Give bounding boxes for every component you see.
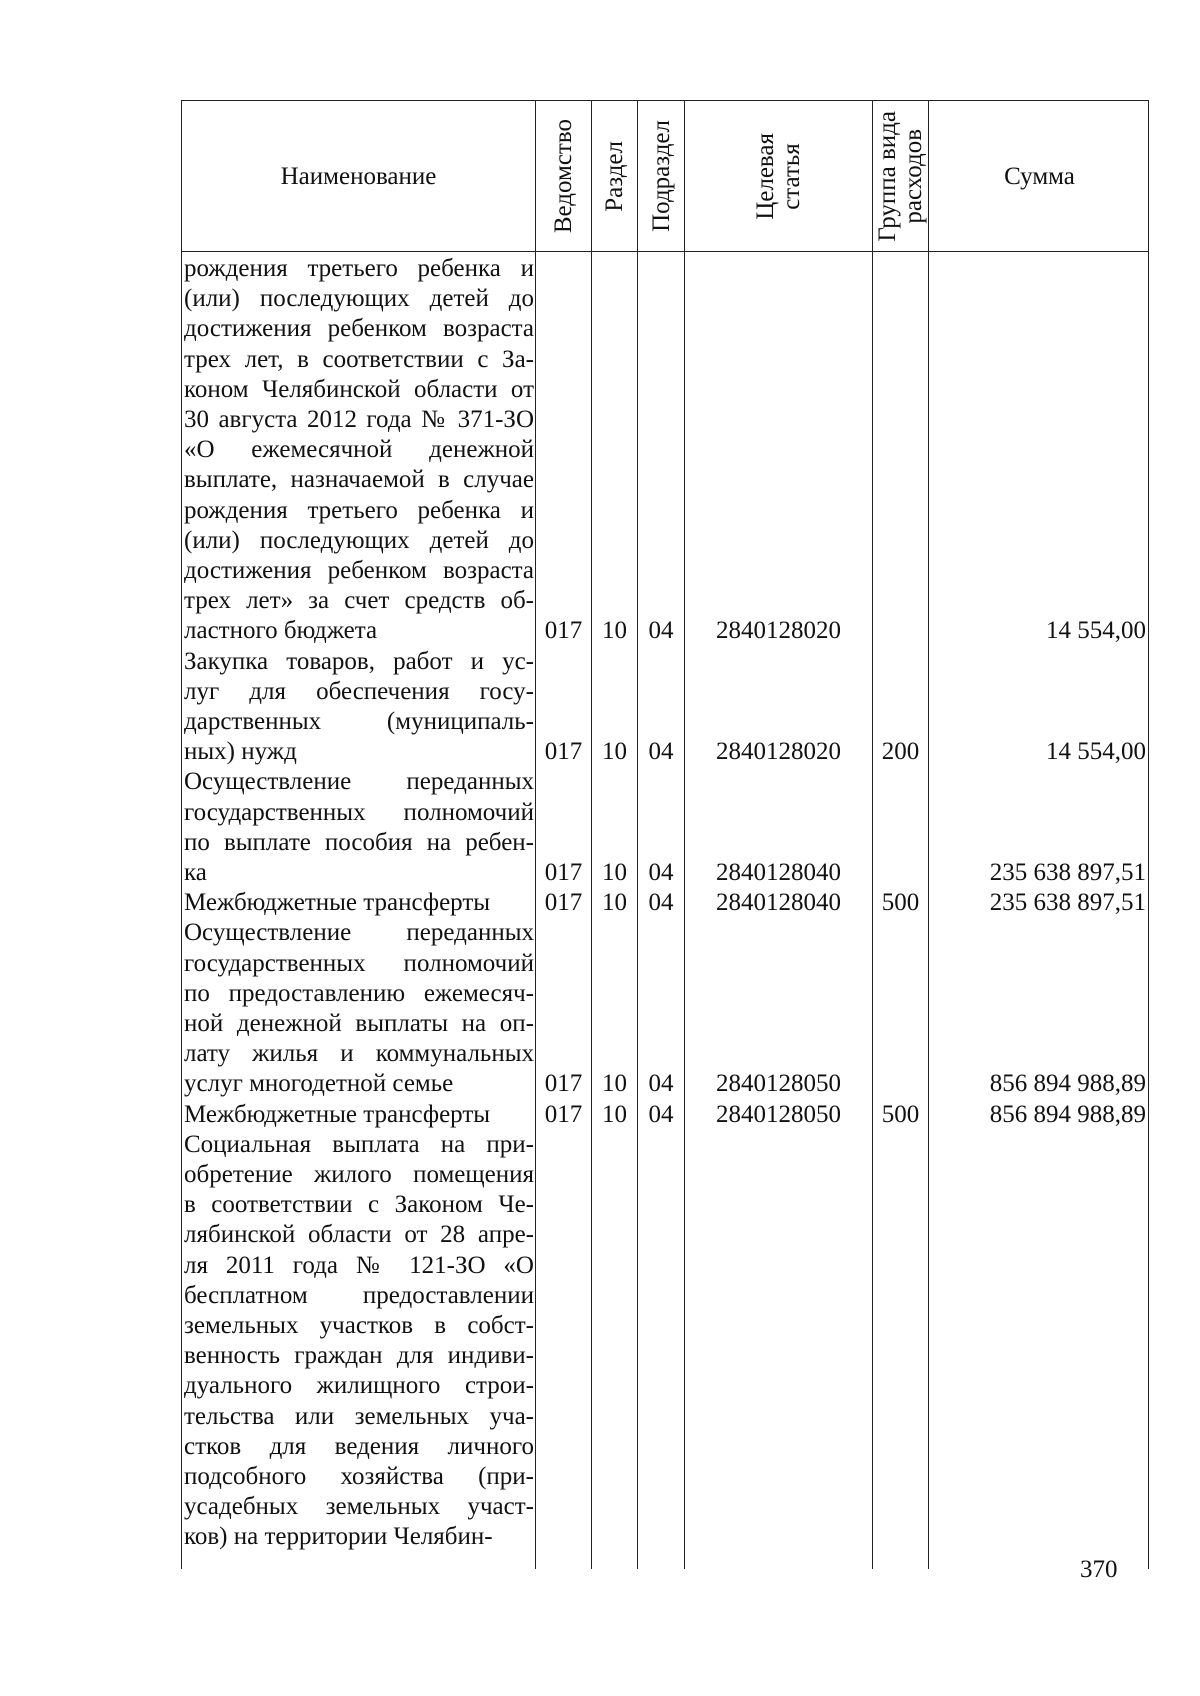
header-name-label: Наименование <box>280 162 437 190</box>
row-celevaya: 2840128040 <box>716 889 841 917</box>
row-name-line: тельства или земельных уча- <box>184 1402 534 1430</box>
row-summa: 14 554,00 <box>1046 617 1146 645</box>
header-podrazdel-label: Подраздел <box>647 120 675 232</box>
row-name-line: (или) последующих детей до <box>184 526 534 554</box>
row-razdel: 10 <box>602 889 627 917</box>
column-podrazdel <box>638 252 685 1569</box>
column-vedomstvo <box>536 252 592 1569</box>
row-razdel: 10 <box>602 1100 627 1128</box>
row-name-line: по предоставлению ежемесяч- <box>184 979 534 1007</box>
row-name-line: Осуществление переданных <box>184 768 534 796</box>
row-name-line: Социальная выплата на при- <box>184 1130 534 1158</box>
column-gruppa <box>873 252 929 1569</box>
row-summa: 235 638 897,51 <box>989 859 1146 886</box>
row-gruppa: 500 <box>881 889 920 917</box>
row-name-line: выплате, назначаемой в случае <box>184 466 534 494</box>
row-name-line: Закупка товаров, работ и ус- <box>184 647 534 675</box>
header-name <box>182 101 536 251</box>
row-gruppa: 200 <box>881 738 920 766</box>
row-name-line: луг для обеспечения госу- <box>184 677 534 705</box>
row-razdel: 10 <box>602 859 627 886</box>
row-name-line: по выплате пособия на ребен- <box>184 828 534 856</box>
row-vedomstvo: 017 <box>544 1070 583 1098</box>
row-name-line: достижения ребенком возраста <box>184 315 534 343</box>
row-name-line: коном Челябинской области от <box>184 375 534 403</box>
row-name-line: услуг многодетной семье <box>184 1070 454 1098</box>
row-vedomstvo: 017 <box>544 738 583 766</box>
row-razdel: 10 <box>602 738 627 766</box>
row-name-line: рождения третьего ребенка и <box>184 255 534 282</box>
header-summa <box>929 101 1150 251</box>
header-razdel-label: Раздел <box>601 140 628 212</box>
header-gruppa <box>873 101 929 251</box>
row-name-line: лату жилья и коммунальных <box>184 1040 534 1068</box>
row-name-line: (или) последующих детей до <box>184 285 534 313</box>
row-name-line: венность граждан для индиви- <box>184 1342 534 1370</box>
row-podrazdel: 04 <box>648 889 674 917</box>
row-name-line: Осуществление переданных <box>184 919 534 947</box>
row-celevaya: 2840128040 <box>716 859 841 886</box>
row-celevaya: 2840128020 <box>716 738 841 766</box>
row-name-line: стков для ведения личного <box>184 1432 534 1460</box>
row-name-line: лябинской области от 28 апре- <box>184 1221 534 1249</box>
row-name-line: в соответствии с Законом Че- <box>184 1191 534 1219</box>
row-name-line: трех лет» за счет средств об- <box>184 587 534 615</box>
row-vedomstvo: 017 <box>544 889 583 917</box>
row-summa: 14 554,00 <box>1046 738 1146 766</box>
header-gruppa-label: Группа вида расходов <box>873 110 927 242</box>
column-celevaya <box>685 252 873 1569</box>
row-razdel: 10 <box>602 1070 627 1098</box>
row-podrazdel: 04 <box>648 738 674 766</box>
row-summa: 235 638 897,51 <box>989 889 1146 917</box>
row-name-line: Межбюджетные трансферты <box>184 1100 491 1128</box>
header-vedomstvo-label: Ведомство <box>550 118 577 234</box>
header-vedomstvo <box>536 101 592 251</box>
column-razdel <box>592 252 638 1569</box>
row-name-line: бесплатном предоставлении <box>184 1281 534 1309</box>
row-gruppa: 500 <box>881 1100 920 1128</box>
row-name-line: подсобного хозяйства (при- <box>184 1463 534 1490</box>
row-name-line: ков) на территории Челябин- <box>184 1523 493 1551</box>
row-name-line: государственных полномочий <box>184 798 534 826</box>
column-name <box>182 252 536 1569</box>
row-summa: 856 894 988,89 <box>989 1100 1146 1128</box>
row-name-line: достижения ребенком возраста <box>184 557 534 584</box>
row-podrazdel: 04 <box>648 1070 674 1098</box>
header-podrazdel <box>638 101 685 251</box>
row-name-line: дуального жилищного строи- <box>184 1372 534 1400</box>
row-name-line: рождения третьего ребенка и <box>184 496 534 524</box>
row-vedomstvo: 017 <box>544 859 583 886</box>
row-summa: 856 894 988,89 <box>989 1070 1146 1098</box>
row-celevaya: 2840128050 <box>716 1070 841 1098</box>
row-name-line: усадебных земельных участ- <box>184 1493 534 1521</box>
row-name-line: ластного бюджета <box>184 617 378 645</box>
row-celevaya: 2840128020 <box>716 617 841 645</box>
row-name-line: Межбюджетные трансферты <box>184 889 491 917</box>
row-name-line: обретение жилого помещения <box>184 1161 534 1188</box>
row-name-line: ля 2011 года № 121-ЗО «О <box>184 1251 534 1279</box>
table-header <box>182 101 1148 252</box>
row-vedomstvo: 017 <box>544 1100 583 1128</box>
row-name-line: ных) нужд <box>184 738 297 766</box>
row-name-line: «О ежемесячной денежной <box>184 436 534 464</box>
header-summa-label: Сумма <box>1004 162 1075 190</box>
page-number: 370 <box>1080 1556 1118 1583</box>
row-celevaya: 2840128050 <box>716 1100 841 1128</box>
row-podrazdel: 04 <box>648 1100 674 1128</box>
row-name-line: государственных полномочий <box>184 949 534 977</box>
row-name-line: дарственных (муниципаль- <box>184 708 534 735</box>
header-razdel <box>592 101 638 251</box>
row-razdel: 10 <box>602 617 627 645</box>
row-name-line: трех лет, в соответствии с За- <box>184 345 534 373</box>
row-podrazdel: 04 <box>648 859 674 886</box>
column-summa <box>929 252 1150 1569</box>
header-celevaya-label: Целевая статья <box>751 132 805 220</box>
table-body <box>182 252 1148 1569</box>
row-name-line: ной денежной выплаты на оп- <box>184 1010 534 1037</box>
row-podrazdel: 04 <box>648 617 674 645</box>
row-vedomstvo: 017 <box>544 617 583 645</box>
row-name-line: ка <box>184 859 207 886</box>
header-celevaya <box>685 101 873 251</box>
budget-table <box>181 100 1149 1569</box>
row-name-line: земельных участков в собст- <box>184 1312 534 1339</box>
row-name-line: 30 августа 2012 года № 371-ЗО <box>184 406 534 433</box>
